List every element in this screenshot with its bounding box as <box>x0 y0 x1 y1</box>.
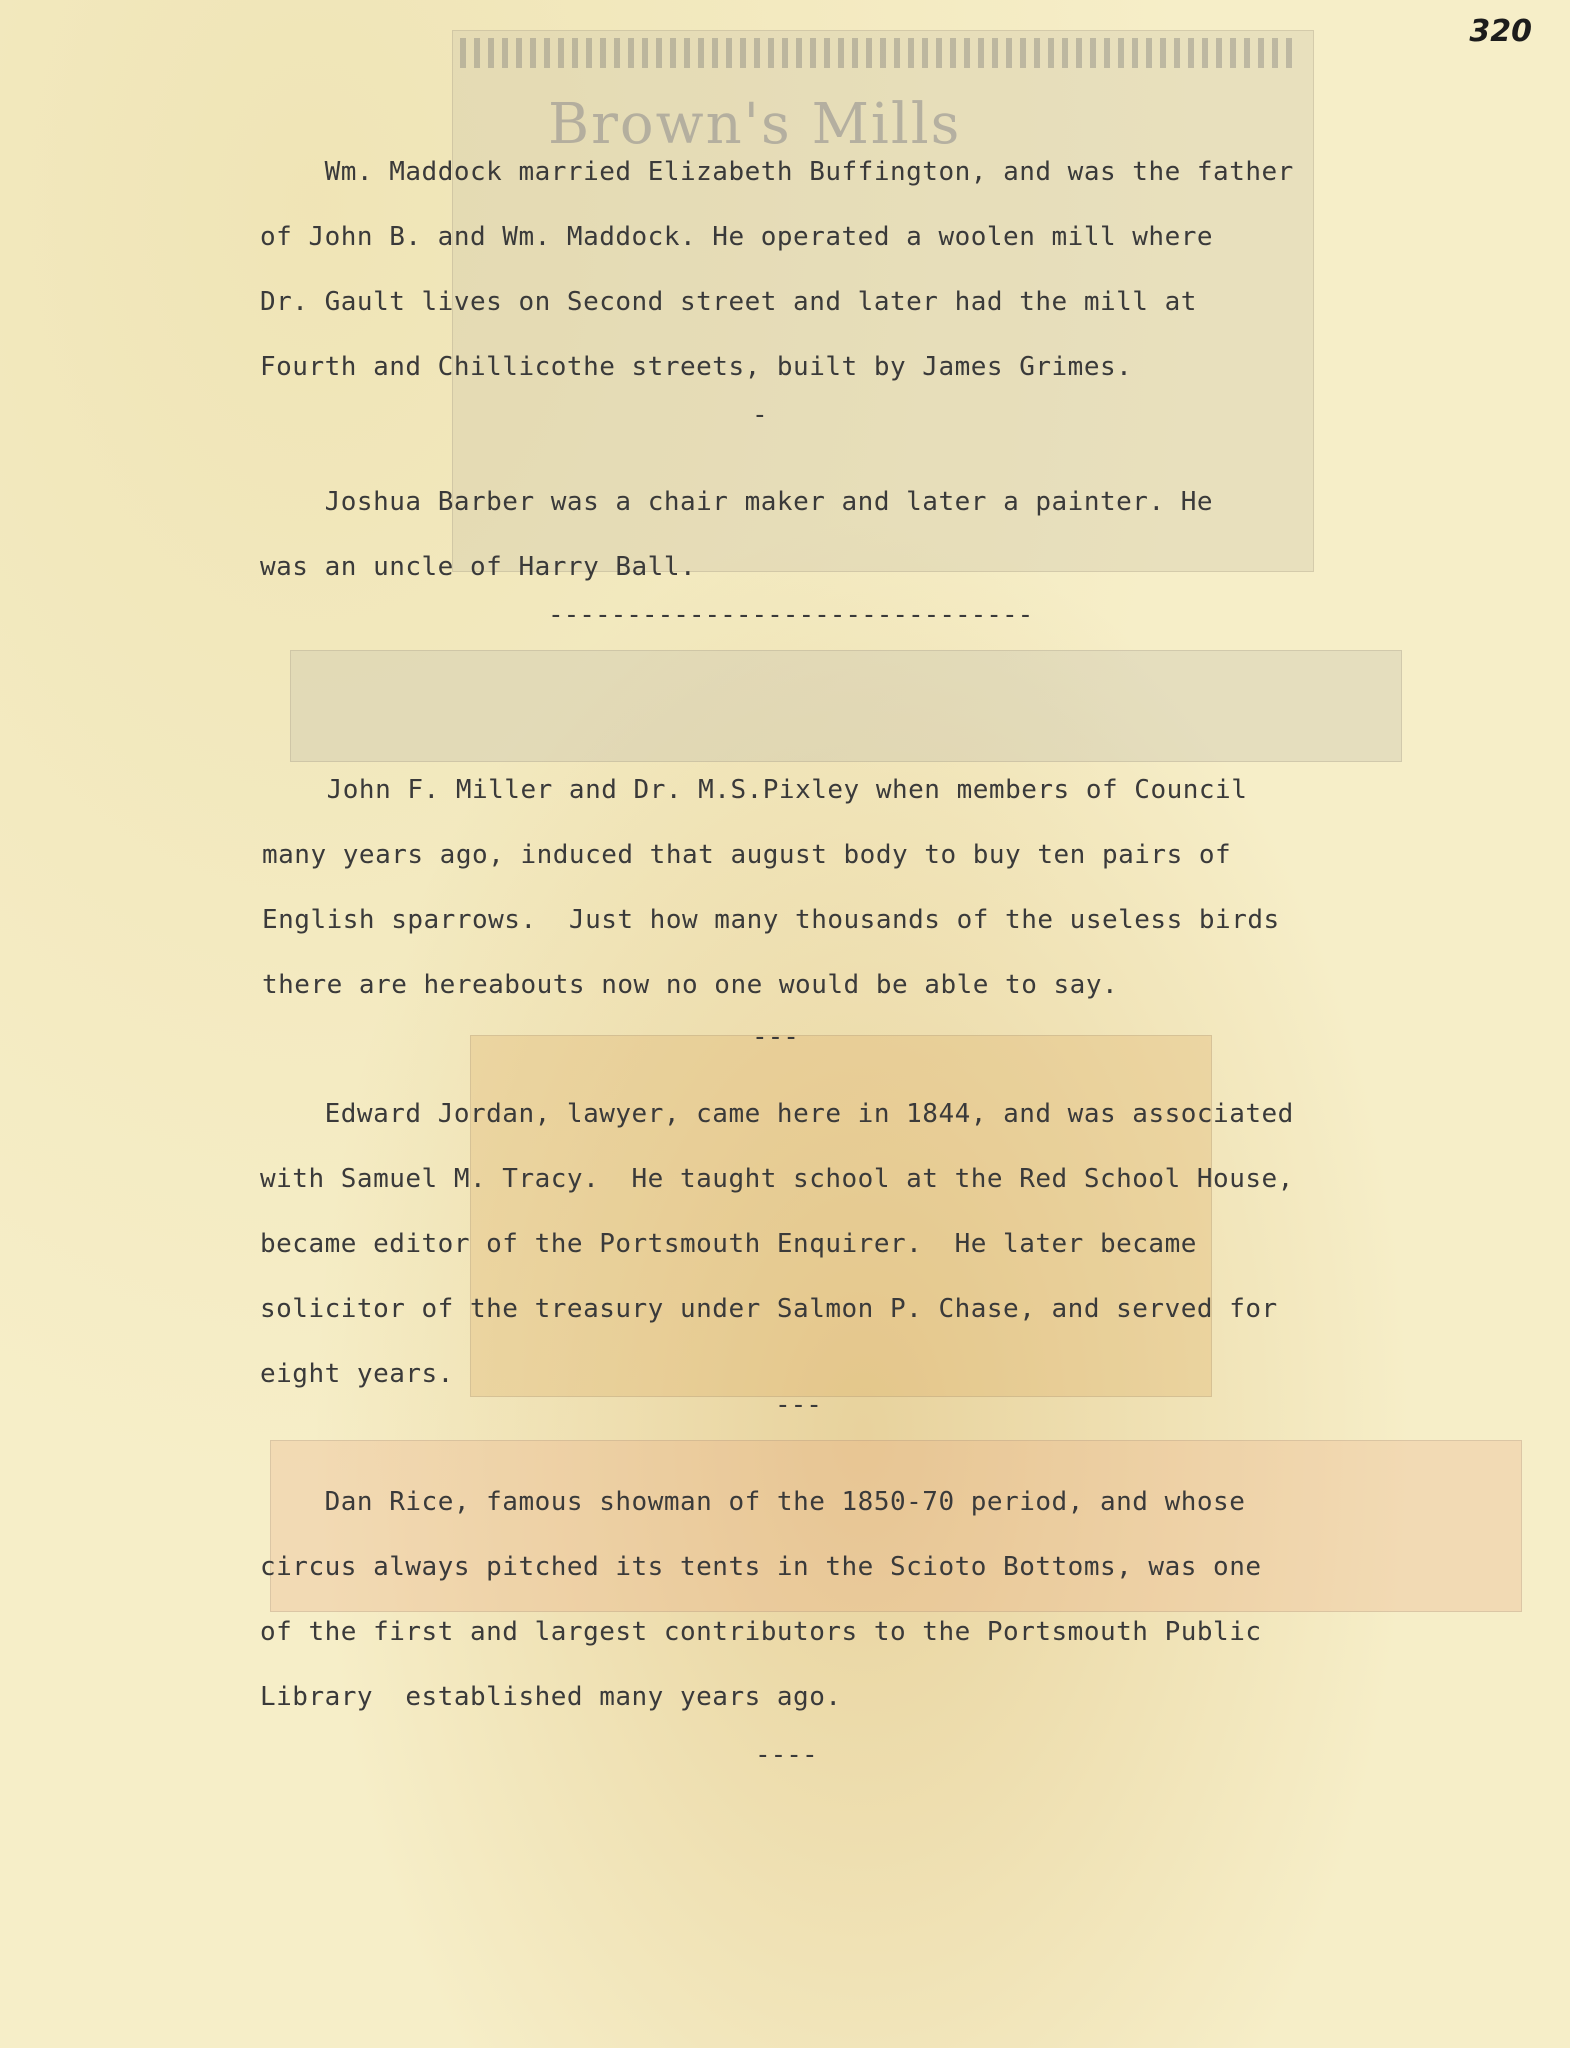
paragraph-dan-rice: Dan Rice, famous showman of the 1850-70 period, and whose circus always pitched its tents in the Scioto Bottoms, was one of the first and largest contributors to the Portsmouth Public Library established many years ago. <box>260 1487 1262 1712</box>
separator-1: - <box>752 400 768 430</box>
page-number: 320 <box>1469 14 1532 49</box>
paragraph-jordan: Edward Jordan, lawyer, came here in 1844, and was associated with Samuel M. Tracy. He taught school at the Red School House, became editor of the Portsmouth Enquirer. He later became solicitor of the treasury under Salmon P. Chase, and served for eight years. <box>260 1099 1294 1389</box>
separator-3: --- <box>752 1022 799 1052</box>
bleed-through-ornament <box>460 38 1300 68</box>
bleed-through-band <box>290 650 1402 762</box>
paragraph-maddock: Wm. Maddock married Elizabeth Buffington, and was the father of John B. and Wm. Maddock. He operated a woolen mill where Dr. Gault lives on Second street and later had the mill at Fourth and Chillicothe streets, built by James Grimes. <box>260 157 1294 382</box>
paragraph-barber: Joshua Barber was a chair maker and later a painter. He was an uncle of Harry Ball. <box>260 487 1214 582</box>
separator-5: ---- <box>755 1740 818 1770</box>
separator-2: ------------------------------- <box>548 600 1034 630</box>
paragraph-sparrows: John F. Miller and Dr. M.S.Pixley when members of Council many years ago, induced that august body to buy ten pairs of English sparrows. Just how many thousands of the useless birds there are hereabouts now no one would be able to say. <box>262 775 1280 1000</box>
separator-4: --- <box>775 1390 822 1420</box>
bleed-through-title: Brown's Mills <box>548 92 962 157</box>
